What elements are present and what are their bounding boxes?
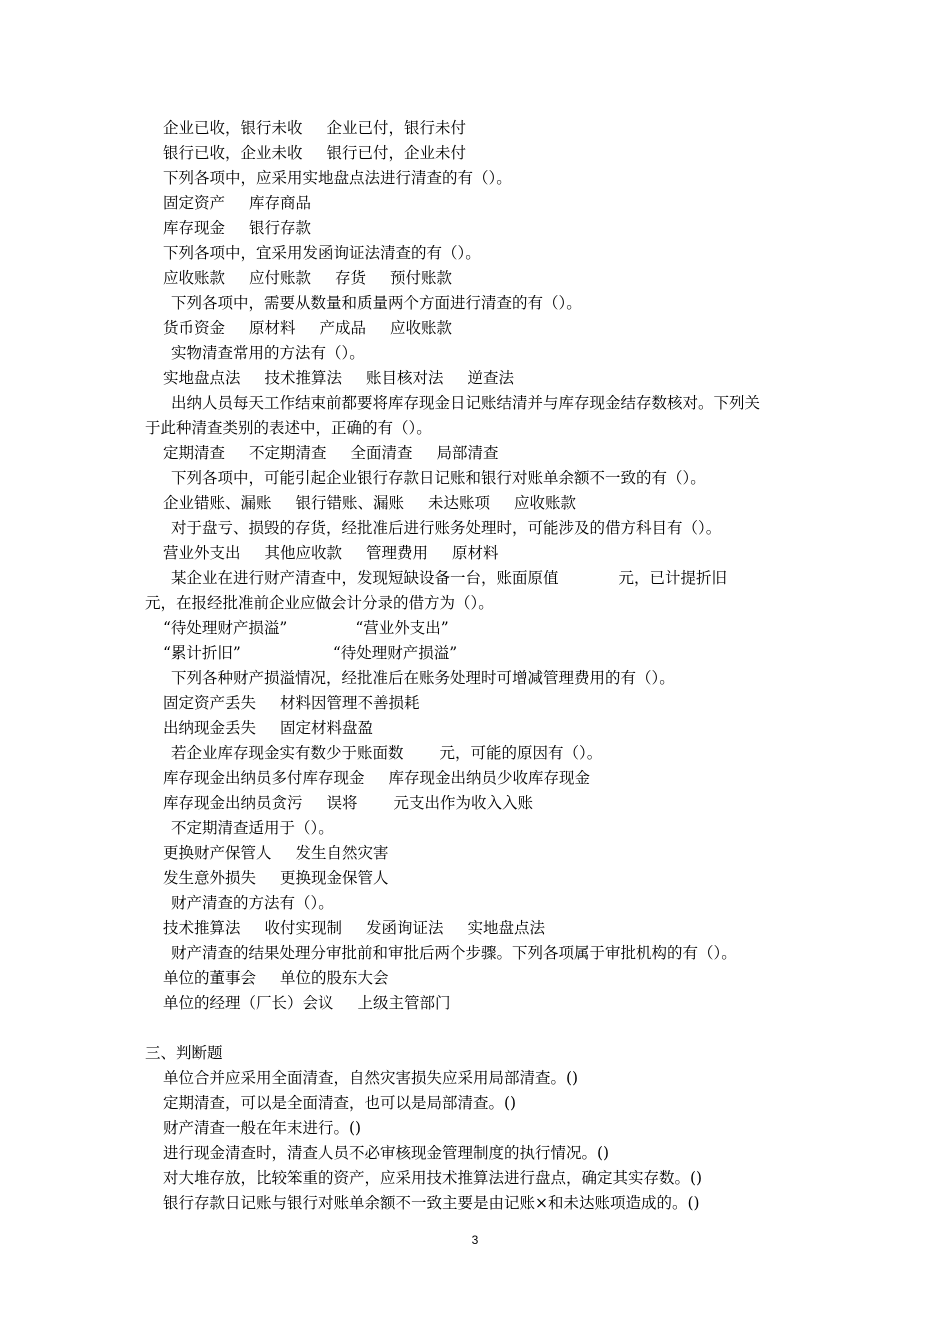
text-line — [163, 1068, 578, 1088]
text-segment: 误将 — [326, 794, 358, 812]
text-segment: 逆查法 — [467, 369, 515, 387]
text-line — [171, 518, 721, 538]
text-segment: 某企业在进行财产清查中，发现短缺设备一台，账面原值 — [171, 569, 559, 587]
text-segment: 单位的股东大会 — [280, 969, 389, 987]
text-line — [163, 843, 389, 863]
text-segment: 企业已收，银行未收 — [163, 119, 303, 137]
text-segment: 对大堆存放，比较笨重的资产，应采用技术推算法进行盘点，确定其实存数。() — [163, 1169, 703, 1187]
text-segment: 存货 — [335, 269, 367, 287]
text-line — [163, 1093, 516, 1113]
text-line — [145, 1043, 223, 1063]
text-segment: 货币资金 — [163, 319, 226, 337]
text-line — [163, 143, 466, 163]
text-segment: 银行已收，企业未收 — [163, 144, 303, 162]
text-segment: 财产清查的结果处理分审批前和审批后两个步骤。下列各项属于审批机构的有（）。 — [171, 944, 737, 962]
text-line — [163, 618, 449, 638]
text-segment: 库存现金出纳员少收库存现金 — [388, 769, 591, 787]
text-segment: 管理费用 — [366, 544, 429, 562]
text-segment: 固定资产丢失 — [163, 694, 257, 712]
text-segment: 营业外支出 — [163, 544, 241, 562]
text-line — [163, 443, 499, 463]
text-line — [171, 468, 706, 488]
text-line — [163, 968, 389, 988]
text-segment: 单位合并应采用全面清查，自然灾害损失应采用局部清查。() — [163, 1069, 579, 1087]
text-segment: 银行已付，企业未付 — [326, 144, 467, 162]
text-segment: 账目核对法 — [366, 369, 444, 387]
text-segment: 若企业库存现金实有数少于账面数 — [171, 744, 404, 762]
text-line — [163, 318, 452, 338]
text-segment: 未达账项 — [428, 494, 491, 512]
text-segment: 原材料 — [249, 319, 296, 337]
text-segment: 出纳人员每天工作结束前都要将库存现金日记账结清并与库存现金结存数核对。下列关 — [171, 394, 761, 412]
text-segment: 发函询证法 — [366, 919, 444, 937]
text-segment: 单位的经理（厂长）会议 — [163, 994, 334, 1012]
text-line — [171, 293, 582, 313]
text-line — [163, 368, 514, 388]
text-segment: 其他应收款 — [264, 544, 343, 562]
text-segment: 更换财产保管人 — [163, 844, 272, 862]
text-line — [163, 268, 452, 288]
text-line — [171, 393, 760, 413]
text-segment: 对于盘亏、损毁的存货，经批准后进行账务处理时，可能涉及的借方科目有（）。 — [171, 519, 722, 537]
text-segment: 实地盘点法 — [467, 919, 546, 937]
text-segment: 库存商品 — [249, 194, 312, 212]
text-segment: 下列各项中，需要从数量和质量两个方面进行清查的有（）。 — [171, 294, 582, 312]
text-segment: 下列各项中，可能引起企业银行存款日记账和银行对账单余额不一致的有（）。 — [171, 469, 706, 487]
text-segment: 发生自然灾害 — [295, 844, 389, 862]
text-segment: 库存现金 — [163, 219, 226, 237]
text-segment: 收付实现制 — [264, 919, 343, 937]
text-segment: 局部清查 — [436, 444, 499, 462]
text-segment: “累计折旧” — [163, 644, 241, 662]
text-segment: 预付账款 — [390, 269, 453, 287]
page-number: 3 — [471, 1233, 479, 1247]
text-segment: 固定材料盘盈 — [280, 719, 374, 737]
text-segment: 元，已计提折旧 — [618, 569, 728, 587]
text-line — [163, 168, 512, 188]
text-line — [163, 768, 590, 788]
text-segment: 元，在报经批准前企业应做会计分录的借方为（）。 — [145, 594, 494, 612]
text-segment: 固定资产 — [163, 194, 226, 212]
text-segment: 原材料 — [452, 544, 499, 562]
text-line — [163, 718, 373, 738]
text-segment: 上级主管部门 — [357, 994, 451, 1012]
text-line — [171, 343, 365, 363]
text-segment: 下列各项中，应采用实地盘点法进行清查的有（）。 — [163, 169, 512, 187]
text-segment: “待处理财产损溢” — [163, 619, 288, 637]
text-segment: 企业错账、漏账 — [163, 494, 272, 512]
text-line — [163, 918, 545, 938]
text-line — [171, 743, 602, 763]
text-segment: 单位的董事会 — [163, 969, 257, 987]
text-segment: “营业外支出” — [355, 619, 449, 637]
text-line — [163, 1168, 702, 1188]
text-line — [163, 1193, 700, 1213]
text-segment: 财产清查的方法有（）。 — [171, 894, 334, 912]
text-segment: 财产清查一般在年末进行。() — [163, 1119, 362, 1137]
text-line — [163, 193, 311, 213]
text-segment: 实物清查常用的方法有（）。 — [171, 344, 365, 362]
text-line — [163, 993, 451, 1013]
text-line — [163, 1118, 361, 1138]
text-segment: 全面清查 — [350, 444, 413, 462]
text-line — [163, 493, 576, 513]
text-line — [171, 943, 737, 963]
text-segment: 企业已付，银行未付 — [326, 119, 467, 137]
text-line — [163, 1143, 609, 1163]
text-segment: 定期清查，可以是全面清查，也可以是局部清查。() — [163, 1094, 517, 1112]
text-segment: 实地盘点法 — [163, 369, 241, 387]
text-segment: “待处理财产损溢” — [332, 644, 458, 662]
text-segment: 于此种清查类别的表述中，正确的有（）。 — [145, 419, 432, 437]
text-segment: 技术推算法 — [264, 369, 343, 387]
text-segment: 产成品 — [319, 319, 367, 337]
text-line — [163, 868, 389, 888]
text-segment: 技术推算法 — [163, 919, 241, 937]
text-segment: 库存现金出纳员贪污 — [163, 794, 303, 812]
text-segment: 发生意外损失 — [163, 869, 257, 887]
text-segment: 下列各项中，宜采用发函询证法清查的有（）。 — [163, 244, 481, 262]
text-line — [171, 893, 334, 913]
text-segment: 银行错账、漏账 — [295, 494, 405, 512]
text-segment: 三、判断题 — [145, 1044, 223, 1062]
text-segment: 银行存款日记账与银行对账单余额不一致主要是由记账×和未达账项造成的。() — [163, 1194, 700, 1212]
text-segment: 应付账款 — [249, 269, 312, 287]
text-line — [163, 543, 499, 563]
text-line — [171, 818, 334, 838]
text-line — [145, 593, 494, 613]
text-segment: 应收账款 — [514, 494, 577, 512]
text-segment: 材料因管理不善损耗 — [280, 694, 420, 712]
text-line — [163, 218, 311, 238]
text-segment: 银行存款 — [249, 219, 312, 237]
text-segment: 下列各种财产损溢情况，经批准后在账务处理时可增减管理费用的有（）。 — [171, 669, 675, 687]
text-line — [163, 118, 466, 138]
text-segment: 不定期清查 — [249, 444, 327, 462]
text-segment: 库存现金出纳员多付库存现金 — [163, 769, 365, 787]
text-segment: 元，可能的原因有（）。 — [439, 744, 603, 762]
text-line — [163, 643, 457, 663]
text-line — [171, 668, 675, 688]
text-segment: 元支出作为收入入账 — [393, 794, 534, 812]
text-line — [171, 568, 727, 588]
text-segment: 应收账款 — [163, 269, 226, 287]
text-line — [145, 418, 432, 438]
text-segment: 应收账款 — [390, 319, 453, 337]
text-line — [163, 243, 481, 263]
text-segment: 进行现金清查时，清查人员不必审核现金管理制度的执行情况。() — [163, 1144, 610, 1162]
text-line — [163, 793, 533, 813]
text-segment: 更换现金保管人 — [280, 869, 389, 887]
text-segment: 定期清查 — [163, 444, 226, 462]
text-segment: 出纳现金丢失 — [163, 719, 257, 737]
text-segment: 不定期清查适用于（）。 — [171, 819, 334, 837]
text-line — [163, 693, 420, 713]
